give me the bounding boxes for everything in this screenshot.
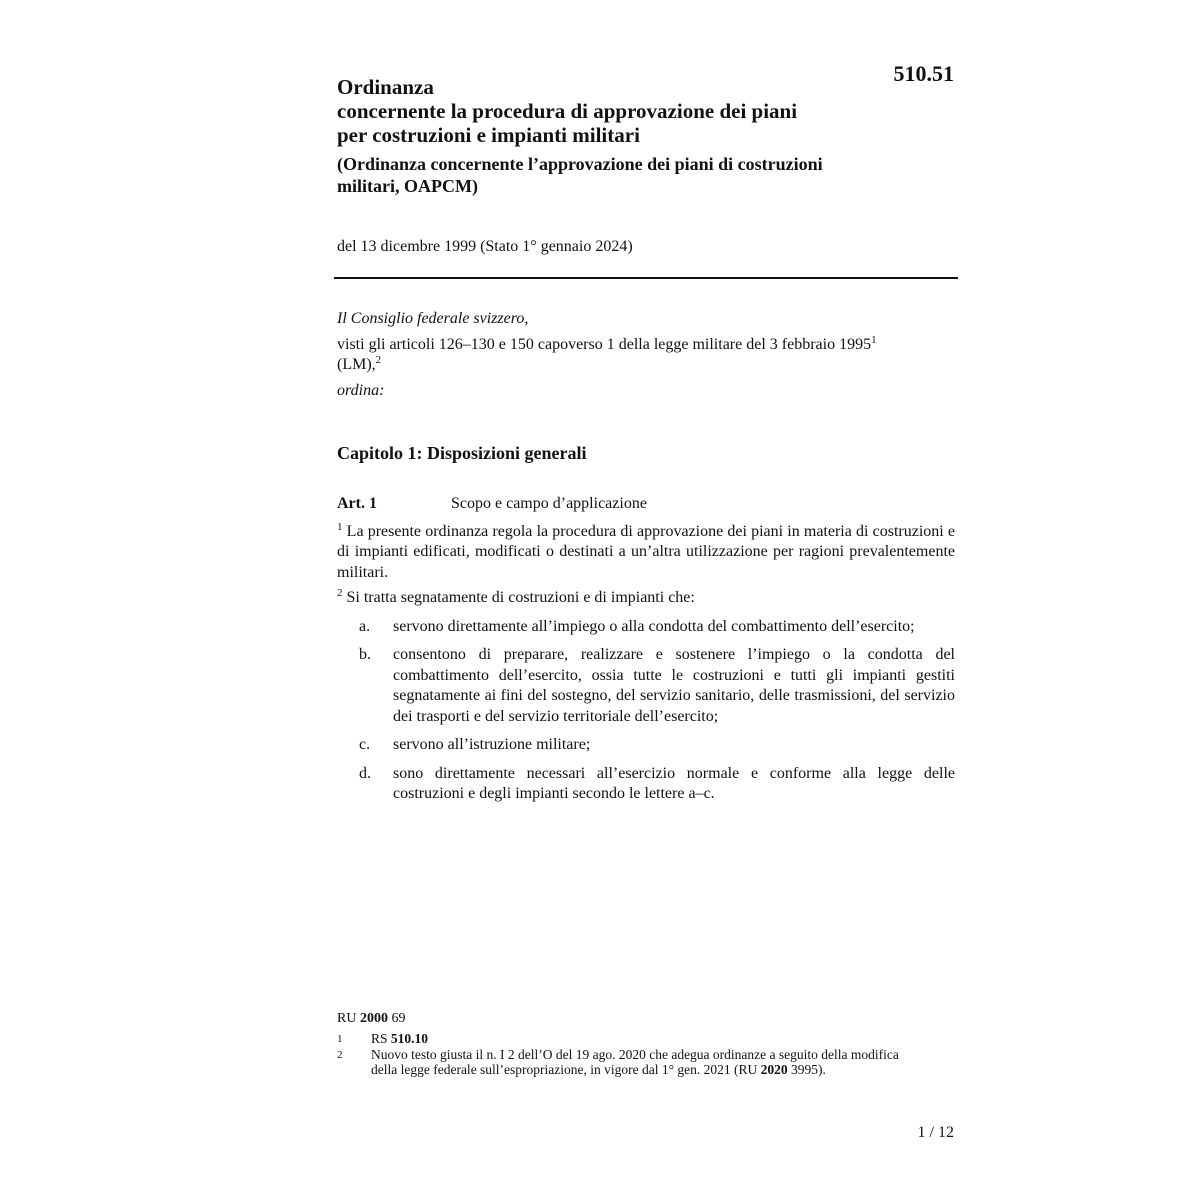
paragraph-1 bbox=[337, 522, 955, 584]
title-line-2: concernente la procedura di approvazione dei piani bbox=[337, 99, 798, 123]
paragraph-text: La presente ordinanza regola la procedura di approvazione dei piani in materia di costruzioni e di impianti edificati, modificati o destinati a un’altra utilizzazione per ragioni prevalentemente militari. bbox=[337, 522, 955, 581]
chapter-heading: Capitolo 1: Disposizioni generali bbox=[337, 443, 587, 463]
legal-basis-text: visti gli articoli 126–130 e 150 capoverso 1 della legge militare del 3 febbraio 1995 bbox=[337, 336, 872, 353]
list-item-text: servono direttamente all’impiego o alla condotta del combattimento dell’esercito; bbox=[393, 617, 915, 635]
short-title-line-2: militari, OAPCM) bbox=[337, 176, 478, 196]
paragraph-text: Si tratta segnatamente di costruzioni e di impianti che: bbox=[346, 589, 695, 606]
footnote-prefix: RS bbox=[371, 1031, 388, 1046]
document-page bbox=[337, 0, 957, 1200]
list-letter: d. bbox=[359, 764, 371, 782]
list-item bbox=[337, 764, 955, 805]
short-title bbox=[337, 153, 917, 197]
footnote-ref-1[interactable]: 1 bbox=[871, 334, 877, 346]
footnote-2 bbox=[337, 1047, 917, 1077]
footnote-ref-2[interactable]: 2 bbox=[375, 354, 382, 366]
page-number: 1 / 12 bbox=[917, 1124, 954, 1141]
date-status-line: del 13 dicembre 1999 (Stato 1° gennaio 2024) bbox=[337, 238, 633, 255]
footnote-number: 1 bbox=[337, 1033, 343, 1045]
article-number: Art. 1 bbox=[337, 495, 377, 512]
footnote-1 bbox=[337, 1031, 917, 1047]
list-item-text: consentono di preparare, realizzare e sostenere l’impiego o la condotta del combattimento dell’esercito, ossia tutte le costruzioni e tutti gli impianti gestiti segnatamente ai fini del sostegno, del servizio sanitario, delle trasmissioni, del servizio dei trasporti e del servizio territoriale dell’esercito; bbox=[393, 646, 955, 725]
paragraph-2 bbox=[337, 588, 955, 609]
footnote-bold[interactable]: 510.10 bbox=[390, 1031, 429, 1046]
list-item-text: servono all’istruzione militare; bbox=[393, 736, 591, 753]
footnote-number: 2 bbox=[337, 1049, 343, 1061]
footnote-text bbox=[371, 1031, 917, 1047]
header-divider bbox=[334, 277, 958, 279]
list-letter: a. bbox=[359, 617, 371, 635]
title-line-1: Ordinanza bbox=[337, 75, 434, 99]
title-block bbox=[337, 75, 917, 197]
preamble bbox=[337, 309, 957, 407]
preamble-decree: ordina: bbox=[337, 382, 385, 399]
article-letter-list bbox=[337, 617, 955, 805]
sr-number: 510.51 bbox=[893, 61, 954, 86]
paragraph-number: 2 bbox=[337, 587, 343, 599]
article-1 bbox=[337, 494, 955, 813]
list-letter: c. bbox=[359, 736, 371, 753]
article-title: Scopo e campo d’applicazione bbox=[451, 495, 647, 512]
list-item bbox=[337, 617, 955, 638]
footnote-text bbox=[371, 1047, 917, 1077]
ru-prefix: RU bbox=[337, 1011, 357, 1026]
title-line-3: per costruzioni e impianti militari bbox=[337, 123, 640, 147]
footnote-suffix: 3995). bbox=[791, 1062, 826, 1077]
official-compilation-ref bbox=[337, 1011, 405, 1027]
ru-year: 2000 bbox=[359, 1011, 388, 1026]
legal-basis-abbrev: (LM), bbox=[337, 356, 376, 373]
list-letter: b. bbox=[359, 646, 371, 663]
article-heading bbox=[337, 494, 955, 515]
document-title bbox=[337, 75, 917, 147]
list-item bbox=[337, 735, 955, 756]
footnotes bbox=[337, 1031, 917, 1077]
preamble-legal-basis bbox=[337, 335, 957, 375]
list-item-text: sono direttamente necessari all’esercizio normale e conforme alla legge delle costruzioni e degli impianti secondo le lettere a–c. bbox=[393, 764, 955, 802]
preamble-authority: Il Consiglio federale svizzero, bbox=[337, 310, 529, 327]
footnote-prefix: Nuovo testo giusta il n. I 2 dell’O del 19 ago. 2020 che adegua ordinanze a seguito della modifica della legge federale sull’espropriazione, in vigore dal 1° gen. 2021 (RU bbox=[371, 1047, 899, 1077]
ru-page: 69 bbox=[391, 1011, 406, 1026]
short-title-line-1: (Ordinanza concernente l’approvazione dei piani di costruzioni bbox=[337, 154, 823, 174]
paragraph-number: 1 bbox=[337, 520, 343, 533]
footnote-bold[interactable]: 2020 bbox=[760, 1062, 788, 1077]
list-item bbox=[337, 645, 955, 727]
